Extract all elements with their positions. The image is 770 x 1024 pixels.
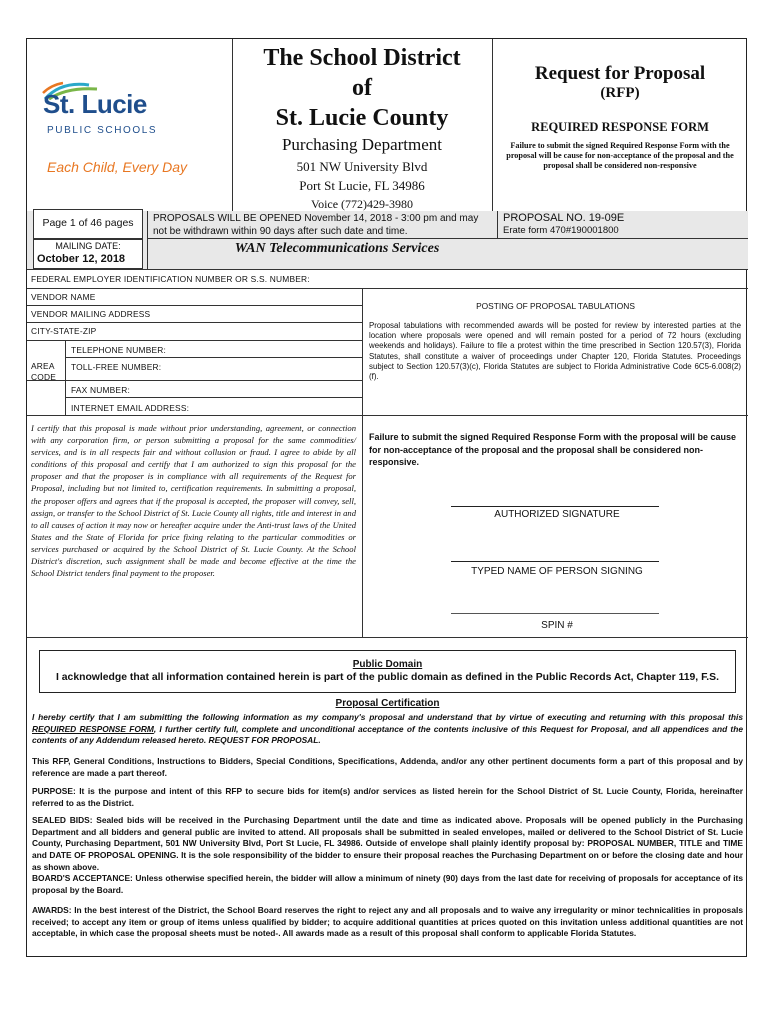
spin-line[interactable] [451, 613, 659, 614]
awards-paragraph: AWARDS: In the best interest of the District, the School Board reserves the right to reject any and all proposals and to waive any irregularity or minor technicalities in proposals received; to accept any item or group of items unless qualified by bidder; to acquire additional quantities at prices quoted on this invitation unless additional quantities are not acceptable, in which case the proposal sheets must be noted-. All awards made as a result of this proposal shall conform to applicable Florida Statutes. [32, 905, 743, 939]
certification-text-b: REQUIRED RESPONSE FORM [32, 723, 154, 734]
purpose-paragraph: PURPOSE: It is the purpose and intent of this RFP to secure bids for item(s) and/or services as listed herein for the School District of St. Lucie County, Florida, hereinafter referred to as the District. [32, 786, 743, 808]
rfp-heading [493, 63, 747, 171]
fein-label: FEDERAL EMPLOYER IDENTIFICATION NUMBER OR S.S. NUMBER: [31, 274, 310, 284]
vendor-mailing-label: VENDOR MAILING ADDRESS [31, 309, 151, 319]
logo-name: St. Lucie [43, 89, 147, 119]
district-title [233, 43, 491, 212]
certification-text-c: , I further certify full, complete and unconditional acceptance of the contents inclusive of this Request for Proposal, and all appendices and the contents of any Addendum released hereto. REQUEST FOR PROPOSAL. [32, 723, 743, 746]
page-count: Page 1 of 46 pages [42, 217, 134, 229]
posting-body: Proposal tabulations with recommended awards will be posted for review by interested parties at the location where proposals were opened and will remain posted for a period of 72 hours (excluding weekends and holidays). Failure to file a protest within the time prescribed in Section 120.57(3), Florida Statutes, shall constitute a waiver of proceedings under Chapter 120, Florida Statutes. Proceedings subject to Section 120.57(3)(c), Florida Statutes are subject to Florida Administrative Code 6C5-6.008(2)(f). [369, 321, 741, 382]
service-title: WAN Telecommunications Services [234, 241, 440, 256]
erate-form: Erate form 470#190001800 [503, 225, 619, 236]
mailing-date: October 12, 2018 [37, 253, 126, 265]
typed-name-line[interactable] [451, 561, 659, 562]
certification-text-a: I hereby certify that I am submitting the following information as my company's proposal and understand that by virtue of executing and returning with this proposal this [32, 712, 743, 722]
authorized-signature-label: AUTHORIZED SIGNATURE [494, 509, 620, 520]
district-line1: The School District [263, 45, 461, 71]
mailing-label: MAILING DATE: [55, 241, 121, 251]
board-acceptance-paragraph: BOARD'S ACCEPTANCE: Unless otherwise specified herein, the bidder will allow a minimum of ninety (90) days from the last date for receiving of proposals for acceptance of its proposal by the Board. [32, 873, 743, 895]
typed-name-label: TYPED NAME OF PERSON SIGNING [471, 566, 643, 577]
logo-tagline: Each Child, Every Day [47, 159, 188, 175]
telephone-label: TELEPHONE NUMBER: [71, 345, 167, 355]
area-code-label: AREA CODE [31, 361, 56, 382]
address-line1: 501 NW University Blvd [296, 159, 428, 174]
district-line2: of [352, 75, 372, 101]
sealed-bids-paragraph: SEALED BIDS: Sealed bids will be received in the Purchasing Department until the date and time as indicated above. Proposals will be opened publicly in the Purchasing Department and all bidders and general public are invited to attend. All proposals shall be submitted in sealed envelopes, mailed or delivered to the School District of St. Lucie County, Purchasing Department, 501 NW University Blvd, Port St Lucie, FL 34986. Outside of envelope shall plainly identify proposal by: PROPOSAL NUMBER, TITLE and TIME and DATE OF PROPOSAL OPENING. It is the sole responsibility of the bidder to ensure their proposal reaches the Purchasing Department on or before the closing date and hour as shown above. [32, 815, 743, 872]
response-form-page [26, 38, 747, 957]
district-logo [41, 79, 231, 189]
opening-notice: PROPOSALS WILL BE OPENED November 14, 2018 - 3:00 pm and may not be withdrawn within 90 days after such date and time. [153, 213, 479, 237]
required-response-title: REQUIRED RESPONSE FORM [531, 120, 709, 134]
certify-text: I certify that this proposal is made without prior understanding, agreement, or connection with any corporation firm, or person submitting a proposal for the same commodities/ services, and is in all respects fair and without collusion or fraud. I agree to abide by all conditions of this proposal and certify that I am authorized to sign this proposal for the proposer and that the proposer is in compliance with all requirements of the Request for Proposal, including but not limited to, certification requirements. In submitting a proposal, the proposer offers and agrees that if the proposal is accepted, the proposer will convey, sell, assign, or transfer to the School District of St. Lucie County all rights, title and interest in and to all causes of action it may now or hereafter acquire under the Anti-trust laws of the United States and the State of Florida for price fixing relating to the particular commodities or services purchased or acquired by the School District of St. Lucie County. At the School District's discretion, such assignment shall be made and become effective at the time the School District tenders final payment to the proposer. [31, 423, 356, 579]
rfp-abbr: (RFP) [600, 85, 640, 101]
signature-failure-note: Failure to submit the signed Required Response Form with the proposal will be cause for non-acceptance of the proposal and the proposal shall be considered non-responsive. [369, 432, 737, 467]
certification-text [32, 712, 743, 747]
spin-label: SPIN # [541, 620, 573, 631]
purchasing-dept: Purchasing Department [281, 135, 443, 154]
logo-sub: PUBLIC SCHOOLS [47, 125, 158, 136]
address-line2: Port St Lucie, FL 34986 [299, 178, 425, 193]
district-line3: St. Lucie County [275, 105, 449, 131]
proposal-number: PROPOSAL NO. 19-09E [503, 212, 625, 224]
required-response-note: Failure to submit the signed Required Response Form with the proposal will be cause for non-acceptance of the proposal and the proposal shall be considered non-responsive [506, 141, 734, 170]
certification-title: Proposal Certification [335, 698, 440, 709]
fax-label: FAX NUMBER: [71, 385, 130, 395]
voice-number: Voice (772)429-3980 [310, 197, 414, 211]
public-domain-text: I acknowledge that all information contained herein is part of the public domain as defined in the Public Records Act, Chapter 119, F.S. [55, 672, 719, 683]
city-state-zip-label: CITY-STATE-ZIP [31, 326, 97, 336]
public-domain-title: Public Domain [352, 659, 423, 670]
vendor-name-label: VENDOR NAME [31, 292, 96, 302]
posting-title: POSTING OF PROPOSAL TABULATIONS [476, 301, 635, 311]
toll-free-label: TOLL-FREE NUMBER: [71, 362, 162, 372]
rfp-paragraph: This RFP, General Conditions, Instructions to Bidders, Special Conditions, Specifications, Addenda, and/or any other pertinent documents form a part of this proposal and by reference are made a part thereof. [32, 756, 743, 778]
email-label: INTERNET EMAIL ADDRESS: [71, 403, 190, 413]
authorized-signature-line[interactable] [451, 506, 659, 507]
rfp-title: Request for Proposal [534, 63, 706, 84]
